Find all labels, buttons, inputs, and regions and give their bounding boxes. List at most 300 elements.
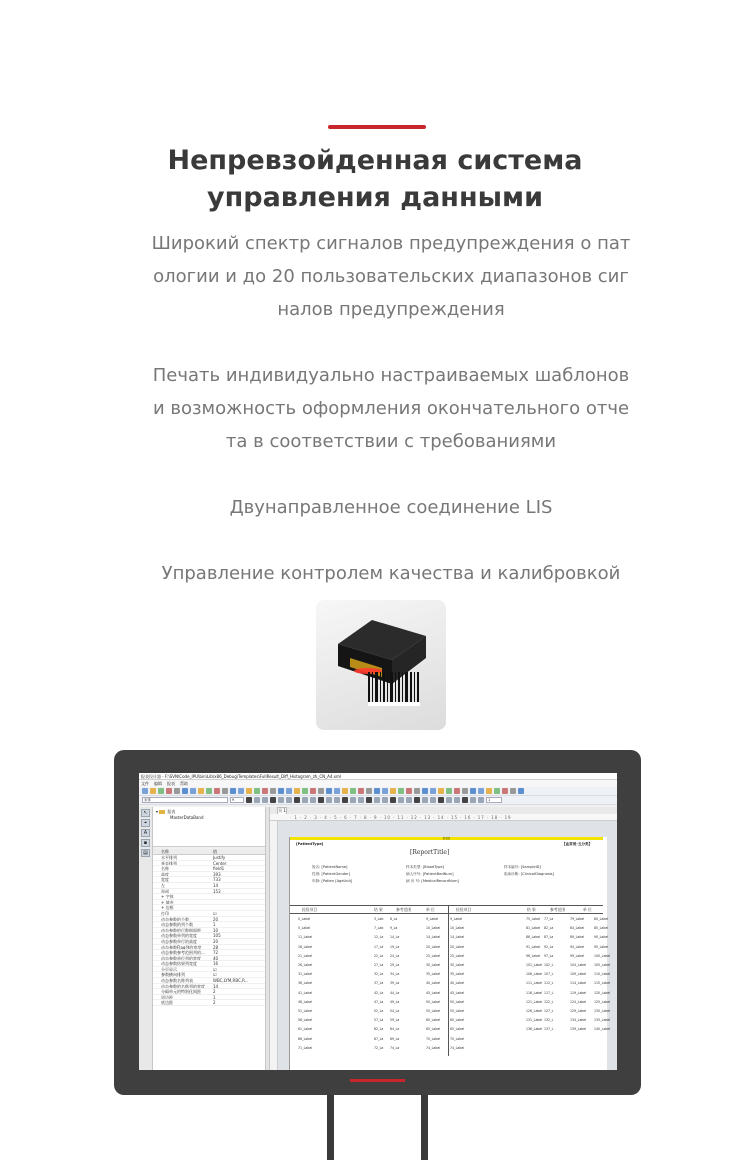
report-cell[interactable]: 39_La — [390, 981, 400, 986]
format-button-icon[interactable] — [278, 797, 284, 803]
zoom-combo[interactable]: 1 — [486, 797, 502, 803]
report-cell[interactable]: 72_La — [374, 1045, 384, 1050]
report-cell[interactable]: 107_L — [544, 972, 554, 977]
format-button-icon[interactable] — [254, 797, 260, 803]
property-value[interactable]: ☑ — [213, 966, 217, 972]
report-cell[interactable]: 45_Label — [450, 990, 465, 995]
toolbar-button-icon[interactable] — [438, 788, 444, 794]
report-cell[interactable]: 137_L — [544, 1027, 554, 1032]
format-button-icon[interactable] — [262, 797, 268, 803]
toolbar-button-icon[interactable] — [478, 788, 484, 794]
toolbar-button-icon[interactable] — [158, 788, 164, 794]
format-button-icon[interactable] — [390, 797, 396, 803]
toolbar-button-icon[interactable] — [382, 788, 388, 794]
report-cell[interactable]: 74_La — [390, 1045, 400, 1050]
report-cell[interactable]: 3_Lab — [374, 917, 384, 921]
property-name: 动态参数Flag列的宽度 — [161, 944, 202, 950]
property-value[interactable]: 72 — [213, 950, 219, 956]
report-cell[interactable]: 45_Label — [426, 990, 441, 995]
report-cell[interactable]: 117_L — [544, 990, 554, 995]
report-field[interactable]: 病人序号: [PatientBedNum] — [406, 872, 454, 876]
format-button-icon[interactable] — [446, 797, 452, 803]
report-field[interactable]: 病 历 号: [MedicalRecordNum] — [406, 879, 459, 883]
report-cell[interactable]: 14_Label — [450, 935, 465, 940]
property-value[interactable]: 393 — [213, 871, 221, 877]
report-cell[interactable]: 10_Label — [426, 926, 441, 931]
report-cell[interactable]: 32_La — [374, 972, 384, 977]
report-cell[interactable]: 104_Label — [570, 963, 587, 967]
report-field[interactable]: 姓名: [PatientName] — [312, 865, 348, 869]
property-name: 底边距 — [161, 1000, 173, 1006]
property-name: 动态参数的个数 — [161, 916, 189, 922]
report-cell[interactable]: 61_Label — [298, 1027, 313, 1032]
report-cell[interactable]: 106_Label — [526, 972, 543, 977]
report-cell[interactable]: 9_Label — [426, 917, 439, 921]
toolbar-button-icon[interactable] — [518, 788, 524, 794]
report-cell[interactable]: 44_La — [390, 990, 400, 995]
report-cell[interactable]: 65_Label — [450, 1027, 465, 1032]
toolbar-button-icon[interactable] — [334, 788, 340, 794]
report-cell[interactable]: 79_Label — [570, 917, 585, 921]
report-cell[interactable]: 14_Label — [426, 935, 441, 940]
report-cell[interactable]: 100_Label — [594, 953, 611, 958]
format-button-icon[interactable] — [382, 797, 388, 803]
format-button-icon[interactable] — [318, 797, 324, 803]
report-cell[interactable]: 30_Label — [426, 963, 441, 967]
toolbar-button-icon[interactable] — [206, 788, 212, 794]
toolbar-button-icon[interactable] — [510, 788, 516, 794]
report-cell[interactable]: 24_La — [390, 953, 400, 958]
report-cell[interactable]: 85_Label — [594, 926, 609, 931]
report-cell[interactable]: 132_L — [544, 1018, 554, 1023]
format-button-icon[interactable] — [398, 797, 404, 803]
report-cell[interactable]: 35_Label — [450, 972, 465, 977]
text-tool-icon[interactable]: A — [141, 829, 150, 837]
toolbar-button-icon[interactable] — [446, 788, 452, 794]
format-button-icon[interactable] — [302, 797, 308, 803]
toolbar-button-icon[interactable] — [310, 788, 316, 794]
report-cell[interactable]: 102_L — [544, 963, 554, 967]
report-cell[interactable]: 21_Label — [298, 953, 313, 958]
report-cell[interactable]: 14_La — [390, 935, 400, 940]
report-cell[interactable]: 7_Lab — [374, 926, 384, 931]
report-cell[interactable]: 70_Label — [450, 1036, 465, 1041]
property-row[interactable] — [153, 1000, 265, 1006]
report-cell[interactable]: 5_Label — [298, 926, 311, 931]
toolbar-button-icon[interactable] — [166, 788, 172, 794]
report-title[interactable]: [ReportTitle] — [410, 849, 450, 856]
toolbar-button-icon[interactable] — [262, 788, 268, 794]
menu-item[interactable]: 帮助 — [180, 781, 188, 786]
report-cell[interactable]: 91_Label — [526, 944, 541, 949]
report-cell[interactable]: 116_Label — [526, 990, 543, 995]
column-header: 检验项目 — [302, 907, 318, 912]
report-cell[interactable]: 77_La — [544, 917, 554, 921]
select-tool-icon[interactable]: ⌖ — [141, 819, 150, 827]
report-cell[interactable]: 101_Label — [526, 963, 543, 967]
report-department[interactable]: 【血常规-五分类】 — [562, 842, 593, 846]
headline-line: Непревзойденная система — [167, 145, 583, 176]
property-value[interactable]: 2 — [213, 989, 216, 995]
report-cell[interactable]: 80_Label — [594, 917, 609, 921]
report-cell[interactable]: 92_La — [544, 944, 554, 949]
report-cell[interactable]: 11_Label — [298, 935, 313, 940]
property-name: 参数横向排列 — [161, 972, 185, 978]
toolbar-button-icon[interactable] — [254, 788, 260, 794]
property-name: 名称 — [161, 866, 169, 872]
report-cell[interactable]: 89_Label — [570, 935, 585, 940]
toolbar-button-icon[interactable] — [294, 788, 300, 794]
property-value[interactable]: WBC,LYM,RBC,R... — [213, 978, 249, 984]
report-cell[interactable]: 35_Label — [426, 972, 441, 977]
toolbar-button-icon[interactable] — [350, 788, 356, 794]
format-button-icon[interactable] — [438, 797, 444, 803]
format-button-icon[interactable] — [334, 797, 340, 803]
report-page[interactable] — [289, 837, 611, 1070]
report-cell[interactable]: 126_Label — [526, 1009, 543, 1013]
format-button-icon[interactable] — [422, 797, 428, 803]
property-value[interactable]: 153 — [213, 888, 221, 894]
toolbar-button-icon[interactable] — [150, 788, 156, 794]
format-button-icon[interactable] — [406, 797, 412, 803]
report-cell[interactable]: 0_Label — [298, 917, 311, 921]
toolbar-button-icon[interactable] — [462, 788, 468, 794]
toolbar-button-icon[interactable] — [222, 788, 228, 794]
toolbar-button-icon[interactable] — [190, 788, 196, 794]
property-name: 打印 — [161, 910, 169, 916]
folder-icon — [159, 810, 165, 814]
report-cell[interactable]: 22_La — [374, 953, 384, 958]
property-value[interactable]: 28 — [213, 944, 219, 950]
report-cell[interactable]: 17_La — [374, 944, 384, 949]
format-button-icon[interactable] — [326, 797, 332, 803]
report-cell[interactable]: 74_Label — [426, 1045, 441, 1050]
property-name: 动态参数的行数据间距 — [161, 927, 201, 933]
format-button-icon[interactable] — [470, 797, 476, 803]
report-cell[interactable]: 71_Label — [298, 1045, 313, 1050]
property-name: 动态参数单列的宽度 — [161, 933, 197, 939]
tree-root[interactable]: ▾ 报表 — [156, 809, 176, 814]
report-cell[interactable]: 109_Label — [570, 972, 587, 977]
column-header: 单 位 — [583, 907, 592, 912]
toolbar-button-icon[interactable] — [454, 788, 460, 794]
property-value[interactable]: 20 — [213, 916, 219, 922]
property-name: 顶部 — [161, 888, 169, 894]
report-cell[interactable]: 67_La — [374, 1036, 384, 1041]
toolbar-button-icon[interactable] — [198, 788, 204, 794]
format-button-icon[interactable] — [478, 797, 484, 803]
report-cell[interactable]: 6_La — [390, 917, 398, 921]
report-cell[interactable]: 40_Label — [426, 981, 441, 986]
format-button-icon[interactable] — [310, 797, 316, 803]
report-cell[interactable]: 55_Label — [426, 1009, 441, 1013]
report-cell[interactable]: 25_Label — [426, 953, 441, 958]
report-cell[interactable]: 95_Label — [594, 944, 609, 949]
property-value[interactable]: Justify — [213, 855, 226, 860]
report-cell[interactable]: 124_Label — [570, 999, 587, 1004]
report-cell[interactable]: 9_La — [390, 926, 398, 931]
accent-line — [328, 125, 426, 129]
report-cell[interactable]: 90_Label — [594, 935, 609, 940]
format-button-icon[interactable] — [358, 797, 364, 803]
report-header-rule — [290, 905, 603, 906]
report-cell[interactable]: 27_La — [374, 963, 384, 967]
report-cell[interactable]: 60_Label — [426, 1018, 441, 1023]
property-value[interactable]: 105 — [213, 933, 221, 939]
report-cell[interactable]: 40_Label — [450, 981, 465, 986]
report-cell[interactable]: 114_Label — [570, 981, 587, 986]
property-value[interactable]: 10 — [213, 927, 219, 933]
report-cell[interactable]: 119_Label — [570, 990, 587, 995]
report-cell[interactable]: 120_Label — [594, 990, 611, 995]
property-value[interactable]: ☑ — [213, 972, 217, 978]
report-cell[interactable]: 121_Label — [526, 999, 543, 1004]
report-cell[interactable]: 29_La — [390, 963, 400, 967]
format-button-icon[interactable] — [374, 797, 380, 803]
report-cell[interactable]: 50_Label — [426, 999, 441, 1004]
tab-page-1[interactable]: 页 1 — [278, 808, 286, 813]
font-family-combo[interactable]: 宋体 — [142, 797, 228, 803]
report-cell[interactable]: 9_Label — [450, 917, 463, 921]
report-cell[interactable]: 42_La — [374, 990, 384, 995]
report-field[interactable]: 临床诊断: [ClinicalDiagnosis] — [504, 872, 554, 876]
format-button-icon[interactable] — [270, 797, 276, 803]
report-cell[interactable]: 52_La — [374, 1009, 384, 1013]
property-value[interactable]: 733 — [213, 877, 221, 883]
column-header: 结 果 — [374, 907, 383, 912]
property-name: 水平排列 — [161, 855, 177, 860]
toolbar-button-icon[interactable] — [230, 788, 236, 794]
toolbar-button-icon[interactable] — [302, 788, 308, 794]
report-cell[interactable]: 12_La — [374, 935, 384, 940]
menu-item[interactable]: 报表 — [167, 781, 175, 786]
toolbar-button-icon[interactable] — [430, 788, 436, 794]
report-cell[interactable]: 75_Label — [526, 917, 541, 921]
report-field[interactable]: 性别: [PatientGender] — [312, 872, 351, 876]
report-cell[interactable]: 26_Label — [298, 963, 313, 967]
report-cell[interactable]: 130_Label — [594, 1009, 611, 1013]
report-cell[interactable]: 122_L — [544, 999, 554, 1004]
toolbar-button-icon[interactable] — [318, 788, 324, 794]
toolbar-button-icon[interactable] — [374, 788, 380, 794]
toolbar-button-icon[interactable] — [326, 788, 332, 794]
barcode-scanner-image — [316, 600, 446, 730]
property-name: 动态参数的列个数 — [161, 922, 193, 928]
toolbar-button-icon[interactable] — [342, 788, 348, 794]
report-cell[interactable]: 16_Label — [298, 944, 313, 949]
report-cell[interactable]: 41_Label — [298, 990, 313, 995]
property-value[interactable]: 16 — [213, 961, 219, 967]
menu-item[interactable]: 文件 — [141, 781, 149, 786]
toolbar-button-icon[interactable] — [238, 788, 244, 794]
report-cell[interactable]: 59_La — [390, 1018, 400, 1023]
report-cell[interactable]: 20_Label — [450, 944, 465, 949]
report-field[interactable]: 样本类型: [BloodType] — [406, 865, 444, 869]
report-cell[interactable]: 84_Label — [570, 926, 585, 931]
report-cell[interactable]: 86_Label — [526, 935, 541, 940]
menu-item[interactable]: 编辑 — [154, 781, 162, 786]
toolbar-button-icon[interactable] — [358, 788, 364, 794]
toolbar-button-icon[interactable] — [174, 788, 180, 794]
paragraph-line: та в соответствии с требованиями — [225, 431, 557, 452]
toolbar-button-icon[interactable] — [414, 788, 420, 794]
toolbar-button-icon[interactable] — [422, 788, 428, 794]
tool-palette — [139, 807, 153, 1070]
headline — [0, 142, 750, 216]
report-cell[interactable]: 55_Label — [450, 1009, 465, 1013]
feature-lis — [130, 491, 652, 524]
format-button-icon[interactable] — [414, 797, 420, 803]
format-button-icon[interactable] — [366, 797, 372, 803]
font-size-combo[interactable]: 9 — [230, 797, 244, 803]
image-tool-icon[interactable]: ▪ — [141, 839, 150, 847]
report-cell[interactable]: 99_Label — [570, 953, 585, 958]
format-button-icon[interactable] — [342, 797, 348, 803]
report-cell[interactable]: 87_La — [544, 935, 554, 940]
report-cell[interactable]: 51_Label — [298, 1009, 313, 1013]
property-name: 动态参数名称列表 — [161, 978, 193, 984]
format-button-icon[interactable] — [462, 797, 468, 803]
report-cell[interactable]: 81_Label — [526, 926, 541, 931]
toolbar-button-icon[interactable] — [286, 788, 292, 794]
feature-printing — [130, 359, 652, 458]
toolbar-button-icon[interactable] — [406, 788, 412, 794]
report-cell[interactable]: 19_La — [390, 944, 400, 949]
report-cell[interactable]: 139_Label — [570, 1027, 587, 1032]
report-cell[interactable]: 47_La — [374, 999, 384, 1004]
report-cell[interactable]: 74_Label — [450, 1045, 465, 1050]
column-divider — [448, 906, 449, 1056]
report-cell[interactable]: 110_Label — [594, 972, 611, 977]
column-header: 检验项目 — [456, 907, 472, 912]
report-band-label: 报表区 — [290, 837, 603, 840]
property-name: 顶边距 — [161, 994, 173, 1000]
column-header: 参考范围 — [550, 907, 566, 912]
property-value[interactable]: 1 — [213, 994, 216, 1000]
toolbar-button-icon[interactable] — [182, 788, 188, 794]
report-cell[interactable]: 62_La — [374, 1027, 384, 1032]
report-cell[interactable]: 46_Label — [298, 999, 313, 1004]
report-cell[interactable]: 36_Label — [298, 981, 313, 986]
report-cell[interactable]: 54_La — [390, 1009, 400, 1013]
property-value[interactable]: ☑ — [213, 910, 217, 916]
report-cell[interactable]: 131_Label — [526, 1018, 543, 1023]
toolbar-button-icon[interactable] — [390, 788, 396, 794]
tree-root-label: 报表 — [167, 809, 176, 814]
toolbar-button-icon[interactable] — [486, 788, 492, 794]
toolbar-button-icon[interactable] — [470, 788, 476, 794]
property-value[interactable]: 40 — [213, 955, 219, 961]
report-cell[interactable]: 69_La — [390, 1036, 400, 1041]
report-cell[interactable]: 127_L — [544, 1009, 554, 1013]
report-header-rule — [290, 913, 603, 914]
report-cell[interactable]: 30_Label — [450, 963, 465, 967]
toolbar-button-icon[interactable] — [246, 788, 252, 794]
report-cell[interactable]: 10_Label — [450, 926, 465, 931]
report-cell[interactable]: 20_Label — [426, 944, 441, 949]
report-cell[interactable]: 129_Label — [570, 1009, 587, 1013]
report-field[interactable]: 年龄: [Patien [AgeUnit] — [312, 879, 353, 883]
format-button-icon[interactable] — [430, 797, 436, 803]
monitor-accent-line — [350, 1079, 405, 1082]
menu-bar — [139, 780, 617, 787]
report-cell[interactable]: 64_La — [390, 1027, 400, 1032]
property-name: 宽度 — [161, 877, 169, 883]
report-cell[interactable]: 82_La — [544, 926, 554, 931]
toolbar-button-icon[interactable] — [142, 788, 148, 794]
property-value[interactable]: 14 — [213, 882, 219, 888]
report-cell[interactable]: 112_L — [544, 981, 554, 986]
report-cell[interactable]: 97_La — [544, 953, 554, 958]
report-cell[interactable]: 65_Label — [426, 1027, 441, 1032]
report-cell[interactable]: 140_Label — [594, 1027, 611, 1032]
property-value[interactable]: 1 — [213, 922, 216, 928]
toolbar-button-icon[interactable] — [366, 788, 372, 794]
property-value[interactable]: 20 — [213, 938, 219, 944]
report-tree — [153, 807, 265, 847]
report-cell[interactable]: 50_Label — [450, 999, 465, 1004]
toolbar-button-icon[interactable] — [270, 788, 276, 794]
format-button-icon[interactable] — [286, 797, 292, 803]
format-button-icon[interactable] — [454, 797, 460, 803]
report-cell[interactable]: 57_La — [374, 1018, 384, 1023]
property-name: 左 — [161, 882, 165, 888]
toolbar-button-icon[interactable] — [494, 788, 500, 794]
property-value[interactable]: 14 — [213, 983, 219, 989]
property-name: 分页显示 — [161, 966, 177, 972]
report-cell[interactable]: 25_Label — [450, 953, 465, 958]
tree-item-masterdataband[interactable] — [156, 815, 262, 821]
format-button-icon[interactable] — [350, 797, 356, 803]
toolbar-button-icon[interactable] — [398, 788, 404, 794]
property-value[interactable]: 2 — [213, 1000, 216, 1006]
report-cell[interactable]: 56_Label — [298, 1018, 313, 1023]
toolbar-button-icon[interactable] — [214, 788, 220, 794]
report-cell[interactable]: 111_Label — [526, 981, 543, 986]
toolbar-button-icon[interactable] — [278, 788, 284, 794]
report-cell[interactable]: 136_Label — [526, 1027, 543, 1032]
table-tool-icon[interactable]: ▤ — [141, 849, 150, 857]
report-cell[interactable]: 66_Label — [298, 1036, 313, 1041]
report-cell[interactable]: 94_Label — [570, 944, 585, 949]
report-cell[interactable]: 60_Label — [450, 1018, 465, 1023]
headline-line: управления данными — [206, 182, 544, 213]
column-header: 单 位 — [426, 907, 435, 912]
report-cell[interactable]: 115_Label — [594, 981, 611, 986]
pointer-tool-icon[interactable]: ↖ — [141, 809, 150, 817]
report-patient-type[interactable]: [PatientType] — [296, 842, 324, 846]
report-cell[interactable]: 34_La — [390, 972, 400, 977]
toolbar-button-icon[interactable] — [502, 788, 508, 794]
property-value[interactable]: Center — [213, 860, 227, 866]
format-button-icon[interactable] — [246, 797, 252, 803]
report-cell[interactable]: 96_Label — [526, 953, 541, 958]
report-cell[interactable]: 105_Label — [594, 963, 611, 967]
report-cell[interactable]: 70_Label — [426, 1036, 441, 1041]
format-button-icon[interactable] — [294, 797, 300, 803]
report-cell[interactable]: 49_La — [390, 999, 400, 1004]
property-name: 分隔单元的特别化间距 — [161, 989, 201, 995]
report-cell[interactable]: 125_Label — [594, 999, 611, 1004]
document-tabs — [270, 807, 617, 814]
property-value[interactable]: field1 — [213, 866, 225, 872]
report-cell[interactable]: 37_La — [374, 981, 384, 986]
report-field[interactable]: 样本编号: [SampleID] — [504, 865, 541, 869]
report-cell[interactable]: 134_Label — [570, 1018, 587, 1023]
main-toolbar — [139, 787, 617, 796]
report-cell[interactable]: 31_Label — [298, 972, 313, 977]
report-cell[interactable]: 135_Label — [594, 1018, 611, 1023]
